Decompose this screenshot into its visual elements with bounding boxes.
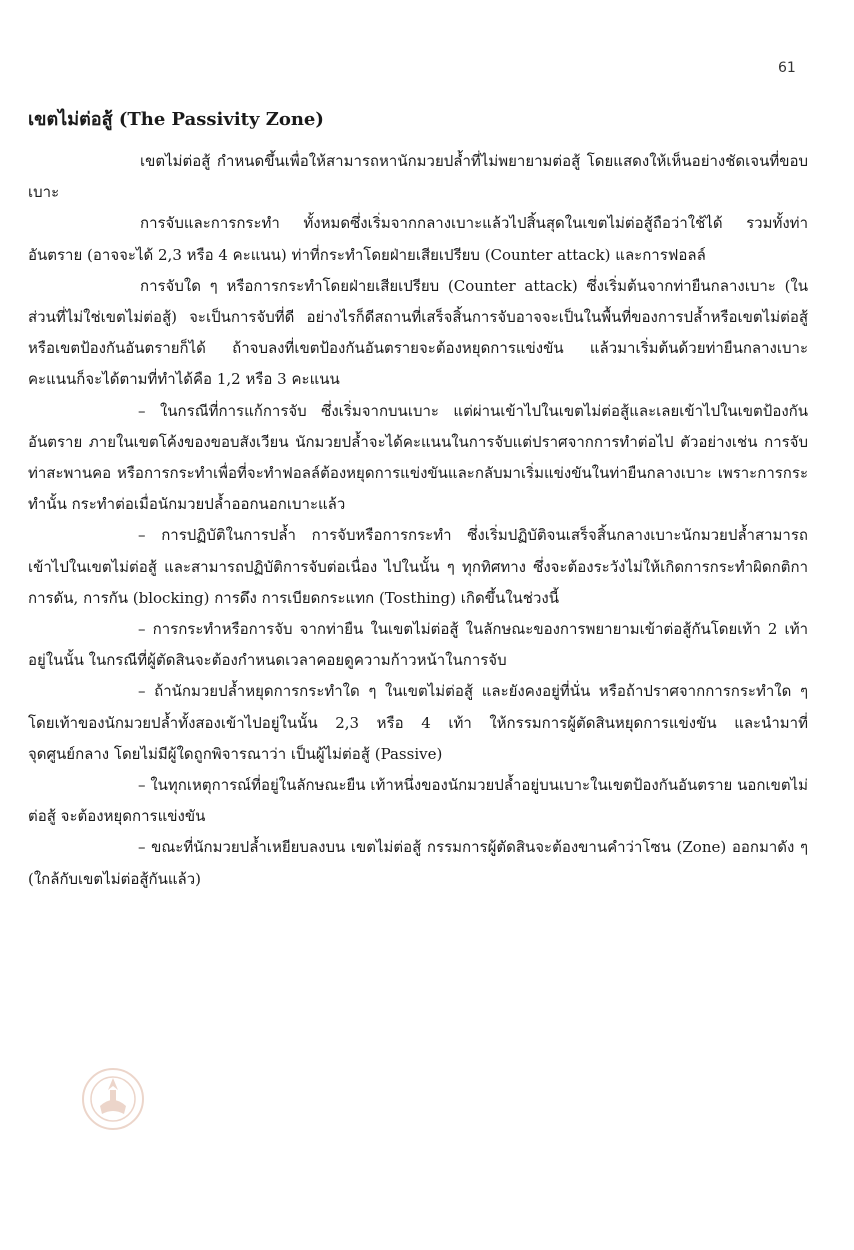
paragraph-rule-4: – ถ้านักมวยปล้ำหยุดการกระทำใด ๆ ในเขตไม่ต่อสู้ และยังคงอยู่ที่นั่น หรือถ้าปราศจากการกระทำใด ๆ โดยเท้าของนักมวยปล้ำทั้งสองเข้าไปอยู่ในนั้น 2,3 หรือ 4 เท้า ให้กรรมการผู้ตัดสินหยุดการแข่งขัน และนำมาที่จุดศูนย์กลาง โดยไม่มีผู้ใดถูกพิจารณาว่า เป็นผู้ไม่ต่อสู้ (Passive) [28, 682, 808, 763]
paragraph-counter-attack: การจับใด ๆ หรือการกระทำโดยฝ่ายเสียเปรียบ (Counter attack) ซึ่งเริ่มต้นจากท่ายืนกลางเบาะ (ในส่วนที่ไม่ใช่เขตไม่ต่อสู้) จะเป็นการจับที่ดี อย่างไรก็ดีสถานที่เสร็จสิ้นการจับอาจจะเป็นในพื้นที่ของการปล้ำหรือเขตไม่ต่อสู้ หรือเขตป้องกันอันตรายก็ได้ ถ้าจบลงที่เขตป้องกันอันตรายจะต้องหยุดการแข่งขัน แล้วมาเริ่มต้นด้วยท่ายืนกลางเบาะ คะแนนก็จะได้ตามที่ทำได้คือ 1,2 หรือ 3 คะแนน [28, 276, 808, 389]
emblem-seal-icon [80, 1066, 146, 1132]
paragraph-rule-3: – การกระทำหรือการจับ จากท่ายืน ในเขตไม่ต่อสู้ ในลักษณะของการพยายามเข้าต่อสู้กันโดยเท้า 2 เท้า อยู่ในนั้น ในกรณีที่ผู้ตัดสินจะต้องกำหนดเวลาคอยดูความก้าวหน้าในการจับ [28, 620, 808, 670]
section-title: เขตไม่ต่อสู้ (The Passivity Zone) [28, 109, 324, 130]
paragraph-rule-2: – การปฏิบัติในการปล้ำ การจับหรือการกระทำ ซึ่งเริ่มปฏิบัติจนเสร็จสิ้นกลางเบาะนักมวยปล้ำสามารถเข้าไปในเขตไม่ต่อสู้ และสามารถปฏิบัติการจับต่อเนื่อง ไปในนั้น ๆ ทุกทิศทาง ซึ่งจะต้องระวังไม่ให้เกิดการกระทำผิดกติกา การดัน, การกัน (blocking) การดึง การเบียดกระแทก (Tosthing) เกิดขึ้นในช่วงนี้ [28, 526, 808, 607]
document-body [28, 146, 808, 895]
paragraph-rule-1: – ในกรณีที่การแก้การจับ ซึ่งเริ่มจากบนเบาะ แต่ผ่านเข้าไปในเขตไม่ต่อสู้และเลยเข้าไปในเขตป้องกันอันตราย ภายในเขตโค้งของขอบสังเวียน นักมวยปล้ำจะได้คะแนนในการจับแต่ปราศจากการทำต่อไป ตัวอย่างเช่น การจับท่าสะพานคอ หรือการกระทำเพื่อที่จะทำฟอลล์ต้องหยุดการแข่งขันและกลับมาเริ่มแข่งขันในท่ายืนกลางเบาะ เพราะการกระทำนั้น กระทำต่อเมื่อนักมวยปล้ำออกนอกเบาะแล้ว [28, 401, 808, 514]
paragraph-rule-6: – ขณะที่นักมวยปล้ำเหยียบลงบน เขตไม่ต่อสู้ กรรมการผู้ตัดสินจะต้องขานคำว่าโซน (Zone) ออกมาดัง ๆ (ใกล้กับเขตไม่ต่อสู้กันแล้ว) [28, 838, 808, 888]
paragraph-holds: การจับและการกระทำ ทั้งหมดซึ่งเริ่มจากกลางเบาะแล้วไปสิ้นสุดในเขตไม่ต่อสู้ถือว่าใช้ได้ รวมทั้งท่าอันตราย (อาจจะได้ 2,3 หรือ 4 คะแนน) ท่าที่กระทำโดยฝ่ายเสียเปรียบ (Counter attack) และการฟอลล์ [28, 214, 808, 264]
page-number: 61 [778, 60, 796, 76]
paragraph-intro: เขตไม่ต่อสู้ กำหนดขึ้นเพื่อให้สามารถหานักมวยปล้ำที่ไม่พยายามต่อสู้ โดยแสดงให้เห็นอย่างชัดเจนที่ขอบเบาะ [28, 152, 808, 202]
paragraph-rule-5: – ในทุกเหตุการณ์ที่อยู่ในลักษณะยืน เท้าหนึ่งของนักมวยปล้ำอยู่บนเบาะในเขตป้องกันอันตราย นอกเขตไม่ต่อสู้ จะต้องหยุดการแข่งขัน [28, 776, 808, 826]
